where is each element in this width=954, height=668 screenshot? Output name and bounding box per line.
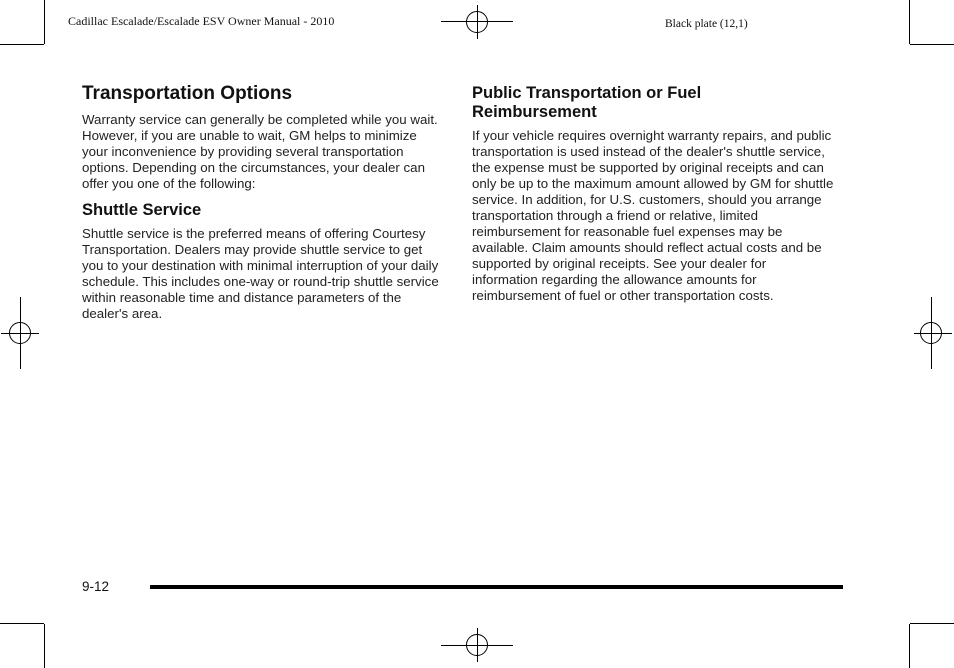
right-column <box>472 84 834 304</box>
body-paragraph: If your vehicle requires overnight warranty repairs, and public transportation is used instead of the dealer's shuttle service, the expense must be supported by original receipts and can only be up to the maximum amount allowed by GM for shuttle service. In addition, for U.S. customers, should you arrange transportation through a friend or relative, limited reimbursement for reasonable fuel expenses may be available. Claim amounts should reflect actual costs and be supported by original receipts. See your dealer for information regarding the allowance amounts for reimbursement of fuel or other transportation costs. <box>472 128 834 303</box>
manual-title: Cadillac Escalade/Escalade ESV Owner Manual - 2010 <box>68 14 335 28</box>
subsection-paragraph: Shuttle service is the preferred means of offering Courtesy Transportation. Dealers may provide shuttle service to get you to your destination with minimal interruption of your daily schedule. This includes one-way or round-trip shuttle service within reasonable time and distance parameters of the dealer's area. <box>82 226 439 321</box>
left-column <box>82 82 440 322</box>
crop-mark <box>0 44 44 45</box>
page-number: 9-12 <box>82 579 110 594</box>
crop-mark <box>910 623 954 624</box>
subsection-title: Shuttle Service <box>82 201 202 219</box>
registration-circle <box>466 11 488 33</box>
registration-circle <box>9 322 31 344</box>
section-title-right: Public Transportation or Fuel Reimbursement <box>472 84 702 121</box>
crop-mark <box>909 0 910 44</box>
plate-label: Black plate (12,1) <box>665 18 748 30</box>
section-title: Transportation Options <box>82 83 293 104</box>
crop-mark <box>0 623 44 624</box>
registration-circle <box>466 634 488 656</box>
intro-paragraph: Warranty service can generally be completed while you wait. However, if you are unable to wait, GM helps to minimize your inconvenience by providing several transportation options. Depending on the circumstances, your dealer can offer you one of the following: <box>82 112 438 191</box>
footer-rule <box>150 585 843 589</box>
crop-mark <box>44 624 45 668</box>
crop-mark <box>909 624 910 668</box>
crop-mark <box>44 0 45 44</box>
crop-mark <box>910 44 954 45</box>
registration-circle <box>920 322 942 344</box>
